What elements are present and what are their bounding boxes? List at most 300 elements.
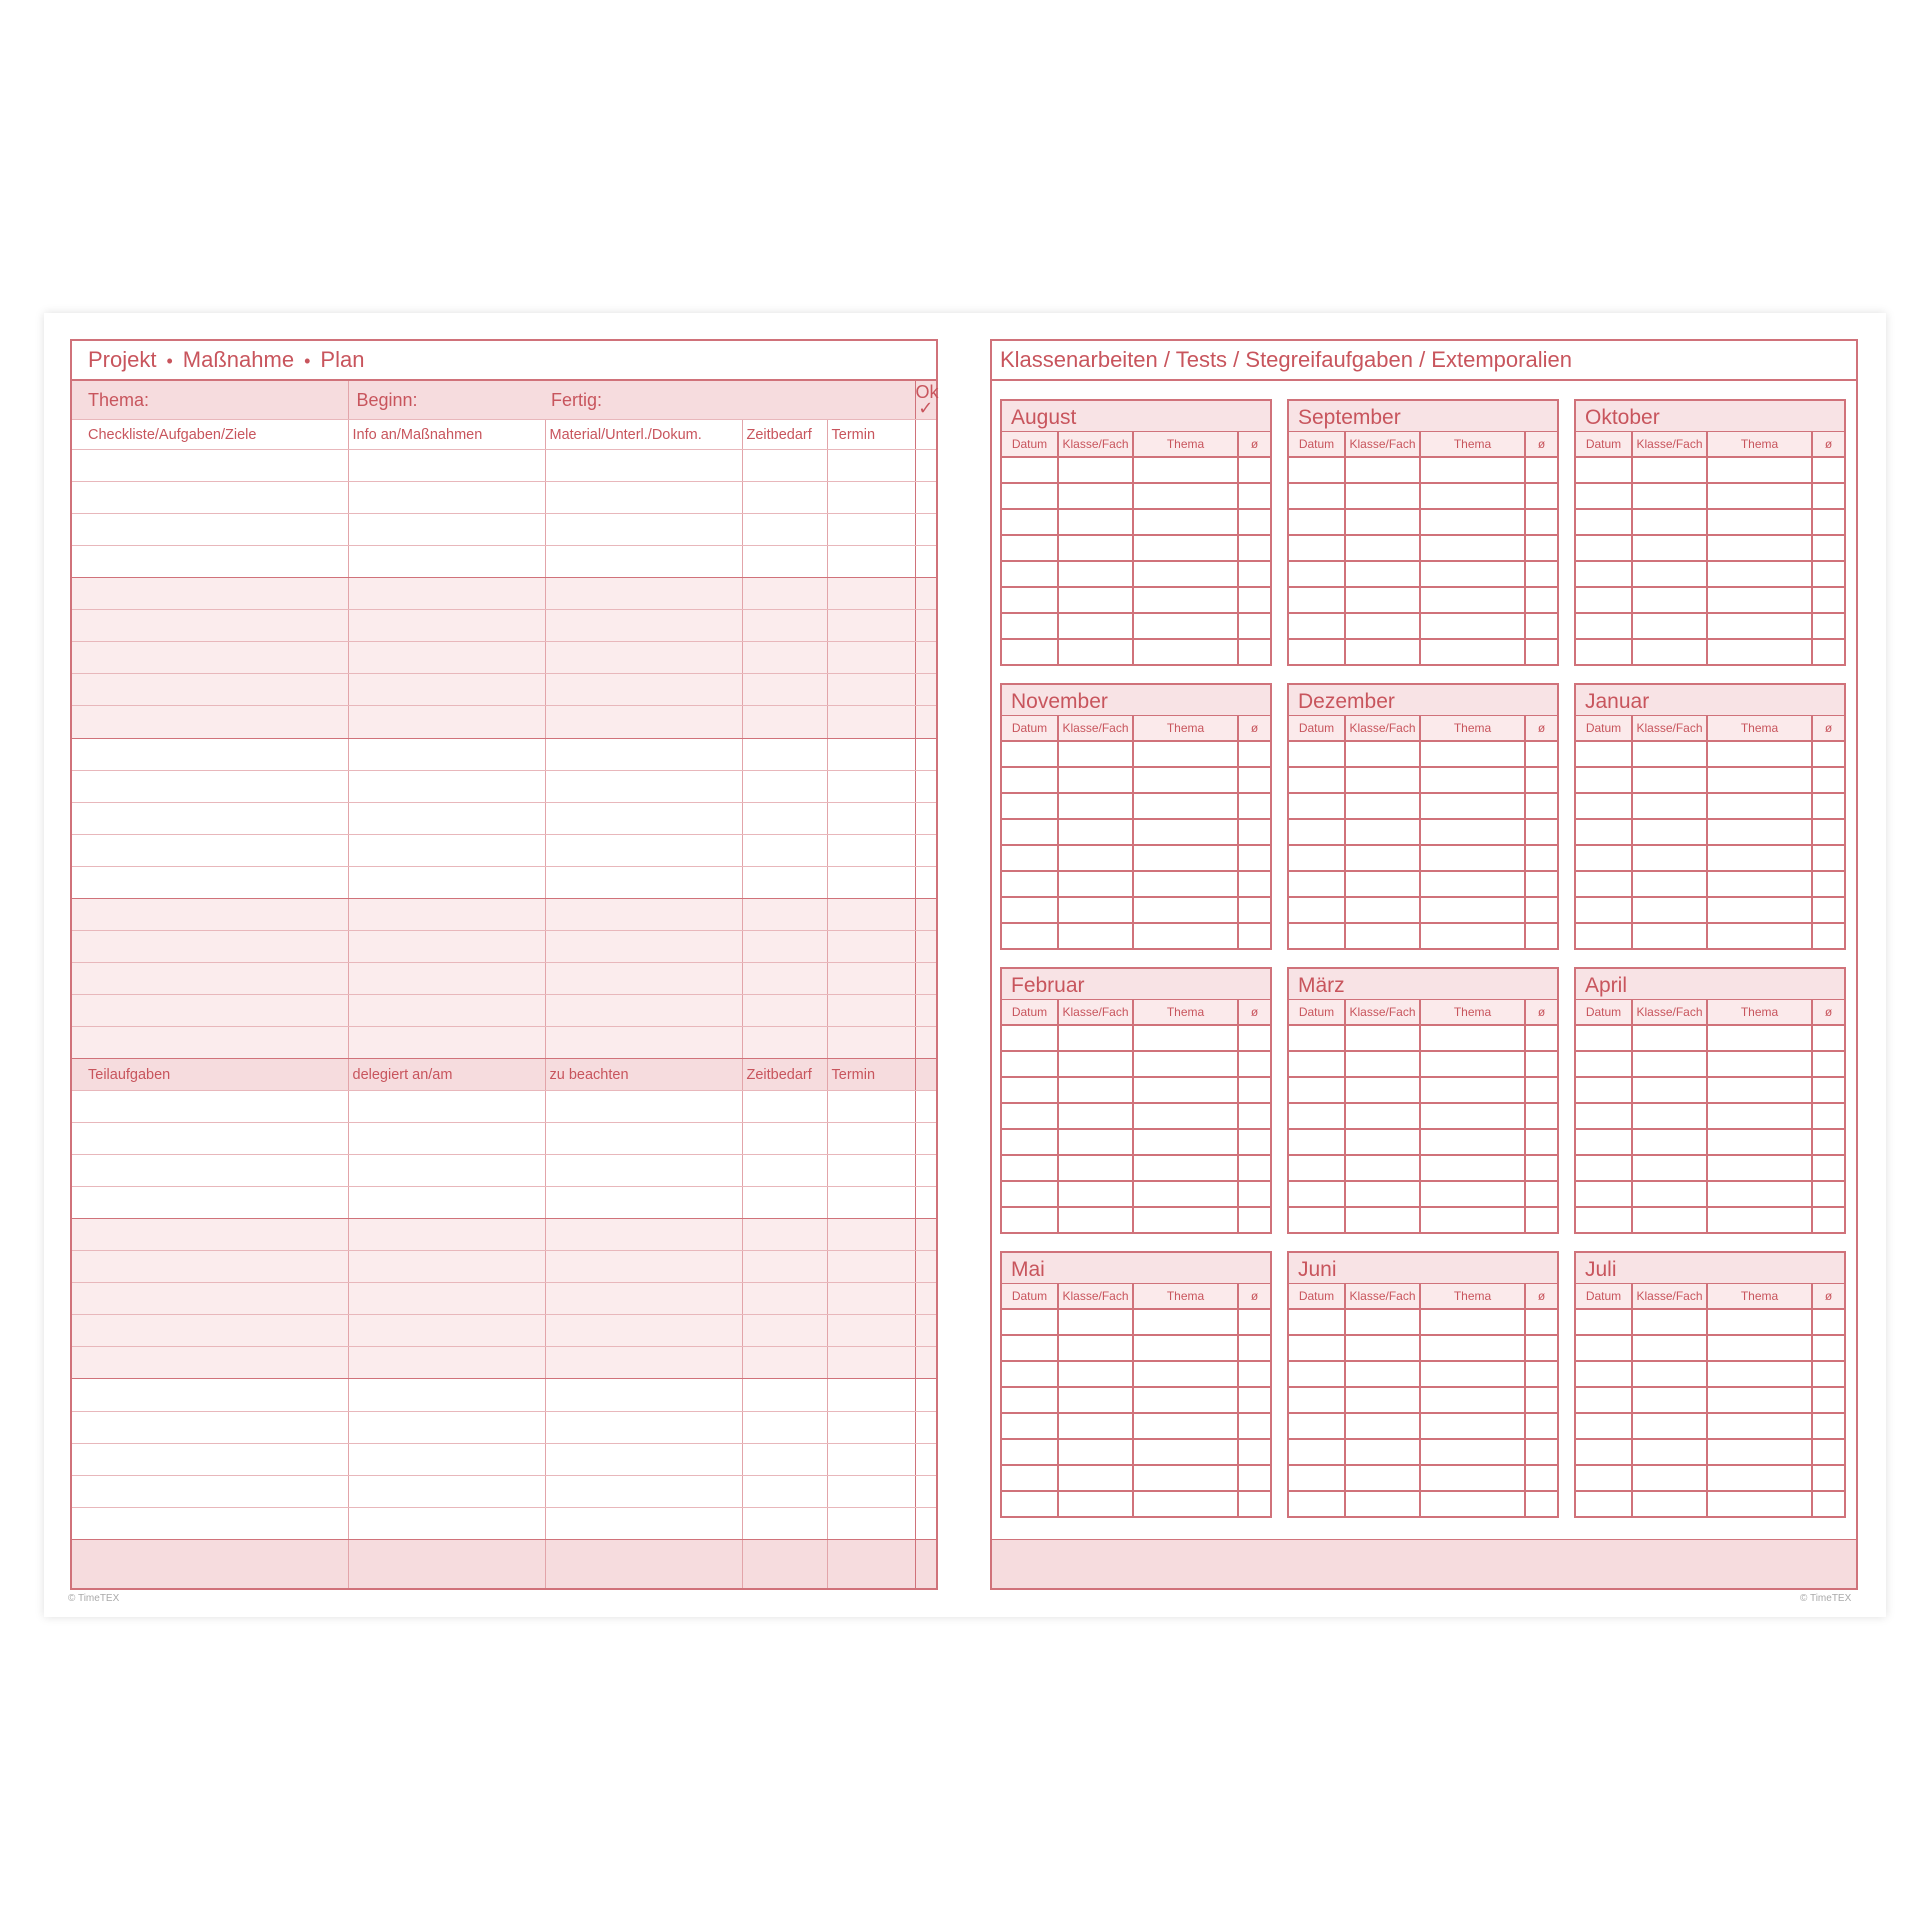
- entry-cell[interactable]: [1289, 509, 1345, 535]
- entry-cell[interactable]: [1133, 1465, 1238, 1491]
- ok-checkbox-cell[interactable]: [915, 1283, 936, 1315]
- ok-checkbox-cell[interactable]: [915, 834, 936, 866]
- entry-cell[interactable]: [1345, 871, 1420, 897]
- entry-cell[interactable]: [1707, 1335, 1812, 1361]
- entry-cell[interactable]: [1133, 483, 1238, 509]
- entry-cell[interactable]: [1707, 741, 1812, 767]
- entry-cell[interactable]: [1812, 1077, 1844, 1103]
- entry-cell[interactable]: [72, 834, 348, 866]
- entry-cell[interactable]: [1576, 1309, 1632, 1335]
- entry-cell[interactable]: [1289, 845, 1345, 871]
- entry-cell[interactable]: [1707, 535, 1812, 561]
- entry-cell[interactable]: [1133, 1207, 1238, 1232]
- entry-cell[interactable]: [827, 1187, 915, 1219]
- entry-cell[interactable]: [827, 1347, 915, 1379]
- entry-cell[interactable]: [742, 1411, 827, 1443]
- entry-cell[interactable]: [1632, 639, 1707, 664]
- entry-cell[interactable]: [1525, 1387, 1557, 1413]
- entry-cell[interactable]: [1058, 871, 1133, 897]
- entry-cell[interactable]: [742, 610, 827, 642]
- ok-checkbox-cell[interactable]: [915, 866, 936, 898]
- entry-cell[interactable]: [1058, 613, 1133, 639]
- entry-cell[interactable]: [1058, 1155, 1133, 1181]
- entry-cell[interactable]: [1576, 1129, 1632, 1155]
- entry-cell[interactable]: [742, 802, 827, 834]
- entry-cell[interactable]: [1576, 1077, 1632, 1103]
- entry-cell[interactable]: [827, 930, 915, 962]
- entry-cell[interactable]: [1058, 587, 1133, 613]
- entry-cell[interactable]: [1576, 1051, 1632, 1077]
- entry-cell[interactable]: [545, 770, 742, 802]
- entry-cell[interactable]: [348, 642, 545, 674]
- entry-cell[interactable]: [742, 1187, 827, 1219]
- entry-cell[interactable]: [1002, 483, 1058, 509]
- ok-checkbox-cell[interactable]: [915, 1347, 936, 1379]
- entry-cell[interactable]: [742, 1475, 827, 1507]
- entry-cell[interactable]: [1345, 923, 1420, 948]
- entry-cell[interactable]: [1812, 1129, 1844, 1155]
- entry-cell[interactable]: [1058, 1335, 1133, 1361]
- entry-cell[interactable]: [1289, 1413, 1345, 1439]
- ok-checkbox-cell[interactable]: [915, 1219, 936, 1251]
- entry-cell[interactable]: [1289, 483, 1345, 509]
- entry-cell[interactable]: [1525, 1155, 1557, 1181]
- entry-cell[interactable]: [1238, 1051, 1270, 1077]
- entry-cell[interactable]: [1002, 819, 1058, 845]
- entry-cell[interactable]: [827, 1155, 915, 1187]
- entry-cell[interactable]: [1812, 613, 1844, 639]
- entry-cell[interactable]: [348, 514, 545, 546]
- entry-cell[interactable]: [1632, 845, 1707, 871]
- entry-cell[interactable]: [1420, 639, 1525, 664]
- entry-cell[interactable]: [1707, 1103, 1812, 1129]
- entry-cell[interactable]: [1058, 1077, 1133, 1103]
- entry-cell[interactable]: [348, 546, 545, 578]
- entry-cell[interactable]: [1289, 1309, 1345, 1335]
- entry-cell[interactable]: [1133, 587, 1238, 613]
- entry-cell[interactable]: [348, 1315, 545, 1347]
- entry-cell[interactable]: [1238, 1439, 1270, 1465]
- entry-cell[interactable]: [827, 1026, 915, 1058]
- entry-cell[interactable]: [1289, 1387, 1345, 1413]
- entry-cell[interactable]: [1576, 1439, 1632, 1465]
- entry-cell[interactable]: [1002, 1413, 1058, 1439]
- entry-cell[interactable]: [1058, 509, 1133, 535]
- entry-cell[interactable]: [348, 866, 545, 898]
- entry-cell[interactable]: [1525, 767, 1557, 793]
- entry-cell[interactable]: [72, 1507, 348, 1539]
- entry-cell[interactable]: [545, 802, 742, 834]
- entry-cell[interactable]: [1420, 741, 1525, 767]
- entry-cell[interactable]: [72, 1251, 348, 1283]
- entry-cell[interactable]: [545, 898, 742, 930]
- entry-cell[interactable]: [1632, 1309, 1707, 1335]
- entry-cell[interactable]: [1812, 897, 1844, 923]
- entry-cell[interactable]: [1133, 1387, 1238, 1413]
- entry-cell[interactable]: [1133, 741, 1238, 767]
- entry-cell[interactable]: [1345, 767, 1420, 793]
- entry-cell[interactable]: [1058, 1439, 1133, 1465]
- entry-cell[interactable]: [1133, 845, 1238, 871]
- entry-cell[interactable]: [1576, 1335, 1632, 1361]
- entry-cell[interactable]: [1632, 535, 1707, 561]
- ok-checkbox-cell[interactable]: [915, 1507, 936, 1539]
- entry-cell[interactable]: [1058, 483, 1133, 509]
- entry-cell[interactable]: [1576, 587, 1632, 613]
- entry-cell[interactable]: [72, 642, 348, 674]
- entry-cell[interactable]: [348, 482, 545, 514]
- entry-cell[interactable]: [348, 1187, 545, 1219]
- entry-cell[interactable]: [1058, 1129, 1133, 1155]
- entry-cell[interactable]: [1812, 1491, 1844, 1516]
- entry-cell[interactable]: [1345, 535, 1420, 561]
- entry-cell[interactable]: [1345, 1025, 1420, 1051]
- entry-cell[interactable]: [1812, 509, 1844, 535]
- entry-cell[interactable]: [348, 1475, 545, 1507]
- entry-cell[interactable]: [348, 1347, 545, 1379]
- entry-cell[interactable]: [1576, 793, 1632, 819]
- entry-cell[interactable]: [742, 1507, 827, 1539]
- entry-cell[interactable]: [1345, 561, 1420, 587]
- entry-cell[interactable]: [545, 1187, 742, 1219]
- entry-cell[interactable]: [1002, 1155, 1058, 1181]
- entry-cell[interactable]: [1707, 483, 1812, 509]
- entry-cell[interactable]: [1812, 923, 1844, 948]
- entry-cell[interactable]: [1345, 639, 1420, 664]
- ok-checkbox-cell[interactable]: [915, 1443, 936, 1475]
- entry-cell[interactable]: [1576, 741, 1632, 767]
- entry-cell[interactable]: [1058, 1309, 1133, 1335]
- entry-cell[interactable]: [1133, 457, 1238, 483]
- entry-cell[interactable]: [72, 866, 348, 898]
- entry-cell[interactable]: [742, 546, 827, 578]
- entry-cell[interactable]: [1133, 897, 1238, 923]
- entry-cell[interactable]: [827, 642, 915, 674]
- entry-cell[interactable]: [1576, 1413, 1632, 1439]
- entry-cell[interactable]: [1002, 509, 1058, 535]
- entry-cell[interactable]: [1576, 897, 1632, 923]
- entry-cell[interactable]: [1058, 561, 1133, 587]
- entry-cell[interactable]: [1812, 1413, 1844, 1439]
- entry-cell[interactable]: [1238, 871, 1270, 897]
- entry-cell[interactable]: [1420, 767, 1525, 793]
- entry-cell[interactable]: [1420, 1129, 1525, 1155]
- ok-checkbox-cell[interactable]: [915, 770, 936, 802]
- entry-cell[interactable]: [1632, 793, 1707, 819]
- entry-cell[interactable]: [742, 1091, 827, 1123]
- entry-cell[interactable]: [1289, 793, 1345, 819]
- entry-cell[interactable]: [1576, 639, 1632, 664]
- entry-cell[interactable]: [1576, 1465, 1632, 1491]
- entry-cell[interactable]: [545, 1443, 742, 1475]
- entry-cell[interactable]: [1058, 845, 1133, 871]
- entry-cell[interactable]: [72, 610, 348, 642]
- entry-cell[interactable]: [827, 834, 915, 866]
- entry-cell[interactable]: [1707, 845, 1812, 871]
- entry-cell[interactable]: [545, 706, 742, 738]
- entry-cell[interactable]: [1002, 457, 1058, 483]
- entry-cell[interactable]: [1238, 639, 1270, 664]
- entry-cell[interactable]: [742, 1443, 827, 1475]
- entry-cell[interactable]: [72, 674, 348, 706]
- entry-cell[interactable]: [1238, 741, 1270, 767]
- entry-cell[interactable]: [1133, 1077, 1238, 1103]
- ok-checkbox-cell[interactable]: [915, 1187, 936, 1219]
- entry-cell[interactable]: [1133, 639, 1238, 664]
- entry-cell[interactable]: [1707, 819, 1812, 845]
- entry-cell[interactable]: [1420, 793, 1525, 819]
- entry-cell[interactable]: [1238, 1103, 1270, 1129]
- entry-cell[interactable]: [348, 1026, 545, 1058]
- entry-cell[interactable]: [1238, 1309, 1270, 1335]
- entry-cell[interactable]: [1058, 1025, 1133, 1051]
- entry-cell[interactable]: [72, 1283, 348, 1315]
- entry-cell[interactable]: [1133, 1181, 1238, 1207]
- entry-cell[interactable]: [1525, 1207, 1557, 1232]
- entry-cell[interactable]: [1133, 1025, 1238, 1051]
- entry-cell[interactable]: [1632, 741, 1707, 767]
- entry-cell[interactable]: [1707, 1129, 1812, 1155]
- entry-cell[interactable]: [1576, 535, 1632, 561]
- entry-cell[interactable]: [1289, 1335, 1345, 1361]
- entry-cell[interactable]: [1002, 587, 1058, 613]
- entry-cell[interactable]: [827, 1475, 915, 1507]
- entry-cell[interactable]: [1812, 741, 1844, 767]
- entry-cell[interactable]: [1133, 1103, 1238, 1129]
- entry-cell[interactable]: [1133, 1309, 1238, 1335]
- entry-cell[interactable]: [72, 1411, 348, 1443]
- entry-cell[interactable]: [1576, 871, 1632, 897]
- entry-cell[interactable]: [72, 1539, 348, 1588]
- entry-cell[interactable]: [827, 1379, 915, 1411]
- entry-cell[interactable]: [742, 1251, 827, 1283]
- entry-cell[interactable]: [827, 1443, 915, 1475]
- ok-checkbox-cell[interactable]: [915, 642, 936, 674]
- ok-checkbox-cell[interactable]: [915, 930, 936, 962]
- entry-cell[interactable]: [1238, 819, 1270, 845]
- entry-cell[interactable]: [1420, 1491, 1525, 1516]
- entry-cell[interactable]: [827, 994, 915, 1026]
- entry-cell[interactable]: [1525, 1491, 1557, 1516]
- entry-cell[interactable]: [1289, 819, 1345, 845]
- ok-checkbox-cell[interactable]: [915, 1539, 936, 1588]
- entry-cell[interactable]: [1345, 587, 1420, 613]
- entry-cell[interactable]: [742, 514, 827, 546]
- entry-cell[interactable]: [742, 738, 827, 770]
- entry-cell[interactable]: [1133, 767, 1238, 793]
- entry-cell[interactable]: [1707, 871, 1812, 897]
- entry-cell[interactable]: [348, 1443, 545, 1475]
- entry-cell[interactable]: [1133, 561, 1238, 587]
- entry-cell[interactable]: [1812, 819, 1844, 845]
- entry-cell[interactable]: [1345, 1335, 1420, 1361]
- entry-cell[interactable]: [1632, 1335, 1707, 1361]
- entry-cell[interactable]: [1525, 535, 1557, 561]
- entry-cell[interactable]: [1002, 923, 1058, 948]
- entry-cell[interactable]: [1576, 613, 1632, 639]
- entry-cell[interactable]: [1525, 845, 1557, 871]
- entry-cell[interactable]: [1002, 1129, 1058, 1155]
- entry-cell[interactable]: [1707, 793, 1812, 819]
- entry-cell[interactable]: [742, 1026, 827, 1058]
- ok-checkbox-cell[interactable]: [915, 802, 936, 834]
- ok-checkbox-cell[interactable]: [915, 706, 936, 738]
- entry-cell[interactable]: [1238, 1465, 1270, 1491]
- entry-cell[interactable]: [1525, 923, 1557, 948]
- entry-cell[interactable]: [545, 834, 742, 866]
- entry-cell[interactable]: [1238, 1129, 1270, 1155]
- entry-cell[interactable]: [545, 1475, 742, 1507]
- entry-cell[interactable]: [348, 1539, 545, 1588]
- entry-cell[interactable]: [742, 1155, 827, 1187]
- entry-cell[interactable]: [1812, 1051, 1844, 1077]
- entry-cell[interactable]: [742, 866, 827, 898]
- entry-cell[interactable]: [1632, 819, 1707, 845]
- entry-cell[interactable]: [72, 962, 348, 994]
- entry-cell[interactable]: [1289, 923, 1345, 948]
- entry-cell[interactable]: [742, 994, 827, 1026]
- entry-cell[interactable]: [1345, 1129, 1420, 1155]
- entry-cell[interactable]: [1420, 1465, 1525, 1491]
- entry-cell[interactable]: [1345, 1465, 1420, 1491]
- entry-cell[interactable]: [1525, 819, 1557, 845]
- entry-cell[interactable]: [1576, 483, 1632, 509]
- entry-cell[interactable]: [72, 706, 348, 738]
- entry-cell[interactable]: [1133, 613, 1238, 639]
- entry-cell[interactable]: [1812, 535, 1844, 561]
- entry-cell[interactable]: [348, 802, 545, 834]
- entry-cell[interactable]: [1238, 923, 1270, 948]
- entry-cell[interactable]: [545, 994, 742, 1026]
- entry-cell[interactable]: [1632, 1465, 1707, 1491]
- entry-cell[interactable]: [1345, 1103, 1420, 1129]
- entry-cell[interactable]: [1002, 1103, 1058, 1129]
- entry-cell[interactable]: [1632, 1155, 1707, 1181]
- entry-cell[interactable]: [1525, 1129, 1557, 1155]
- entry-cell[interactable]: [742, 578, 827, 610]
- entry-cell[interactable]: [1238, 457, 1270, 483]
- entry-cell[interactable]: [1002, 561, 1058, 587]
- entry-cell[interactable]: [1058, 1103, 1133, 1129]
- entry-cell[interactable]: [1289, 741, 1345, 767]
- entry-cell[interactable]: [1525, 457, 1557, 483]
- entry-cell[interactable]: [545, 578, 742, 610]
- entry-cell[interactable]: [1345, 819, 1420, 845]
- fertig-field[interactable]: Fertig:: [545, 381, 915, 420]
- entry-cell[interactable]: [827, 802, 915, 834]
- entry-cell[interactable]: [1707, 1387, 1812, 1413]
- entry-cell[interactable]: [1289, 1207, 1345, 1232]
- entry-cell[interactable]: [1289, 587, 1345, 613]
- entry-cell[interactable]: [1707, 1439, 1812, 1465]
- entry-cell[interactable]: [827, 1539, 915, 1588]
- entry-cell[interactable]: [742, 1123, 827, 1155]
- entry-cell[interactable]: [1002, 1051, 1058, 1077]
- entry-cell[interactable]: [1420, 1207, 1525, 1232]
- entry-cell[interactable]: [72, 1475, 348, 1507]
- entry-cell[interactable]: [827, 770, 915, 802]
- entry-cell[interactable]: [1632, 1387, 1707, 1413]
- entry-cell[interactable]: [545, 1315, 742, 1347]
- entry-cell[interactable]: [72, 738, 348, 770]
- entry-cell[interactable]: [1238, 483, 1270, 509]
- entry-cell[interactable]: [1812, 1103, 1844, 1129]
- ok-checkbox-cell[interactable]: [915, 1026, 936, 1058]
- entry-cell[interactable]: [827, 1091, 915, 1123]
- entry-cell[interactable]: [1812, 587, 1844, 613]
- entry-cell[interactable]: [72, 1155, 348, 1187]
- entry-cell[interactable]: [1002, 793, 1058, 819]
- entry-cell[interactable]: [1812, 767, 1844, 793]
- entry-cell[interactable]: [1632, 1025, 1707, 1051]
- entry-cell[interactable]: [1576, 1491, 1632, 1516]
- entry-cell[interactable]: [348, 1411, 545, 1443]
- entry-cell[interactable]: [1632, 1413, 1707, 1439]
- entry-cell[interactable]: [1420, 1077, 1525, 1103]
- entry-cell[interactable]: [1420, 1025, 1525, 1051]
- entry-cell[interactable]: [1002, 871, 1058, 897]
- entry-cell[interactable]: [545, 930, 742, 962]
- entry-cell[interactable]: [1238, 1361, 1270, 1387]
- entry-cell[interactable]: [1289, 1181, 1345, 1207]
- entry-cell[interactable]: [827, 578, 915, 610]
- entry-cell[interactable]: [1289, 1129, 1345, 1155]
- entry-cell[interactable]: [1707, 1051, 1812, 1077]
- entry-cell[interactable]: [1525, 1465, 1557, 1491]
- entry-cell[interactable]: [1632, 509, 1707, 535]
- entry-cell[interactable]: [1002, 1387, 1058, 1413]
- entry-cell[interactable]: [827, 1507, 915, 1539]
- entry-cell[interactable]: [1525, 1025, 1557, 1051]
- entry-cell[interactable]: [1632, 483, 1707, 509]
- entry-cell[interactable]: [1238, 1387, 1270, 1413]
- entry-cell[interactable]: [1525, 741, 1557, 767]
- ok-checkbox-cell[interactable]: [915, 1123, 936, 1155]
- entry-cell[interactable]: [1133, 1361, 1238, 1387]
- entry-cell[interactable]: [1289, 871, 1345, 897]
- entry-cell[interactable]: [1345, 1077, 1420, 1103]
- entry-cell[interactable]: [742, 1347, 827, 1379]
- entry-cell[interactable]: [1420, 1361, 1525, 1387]
- entry-cell[interactable]: [1420, 535, 1525, 561]
- entry-cell[interactable]: [1576, 1103, 1632, 1129]
- ok-checkbox-cell[interactable]: [915, 610, 936, 642]
- entry-cell[interactable]: [1812, 1387, 1844, 1413]
- entry-cell[interactable]: [545, 1411, 742, 1443]
- entry-cell[interactable]: [1420, 457, 1525, 483]
- entry-cell[interactable]: [827, 1283, 915, 1315]
- entry-cell[interactable]: [827, 450, 915, 482]
- entry-cell[interactable]: [1002, 741, 1058, 767]
- entry-cell[interactable]: [827, 1219, 915, 1251]
- entry-cell[interactable]: [348, 834, 545, 866]
- entry-cell[interactable]: [1058, 1413, 1133, 1439]
- entry-cell[interactable]: [1632, 1103, 1707, 1129]
- entry-cell[interactable]: [72, 546, 348, 578]
- entry-cell[interactable]: [1525, 1335, 1557, 1361]
- ok-checkbox-cell[interactable]: [915, 1315, 936, 1347]
- entry-cell[interactable]: [1289, 1051, 1345, 1077]
- entry-cell[interactable]: [1058, 535, 1133, 561]
- entry-cell[interactable]: [72, 1315, 348, 1347]
- entry-cell[interactable]: [1058, 819, 1133, 845]
- entry-cell[interactable]: [1345, 1309, 1420, 1335]
- entry-cell[interactable]: [1707, 639, 1812, 664]
- entry-cell[interactable]: [348, 898, 545, 930]
- entry-cell[interactable]: [1525, 1309, 1557, 1335]
- entry-cell[interactable]: [1812, 793, 1844, 819]
- entry-cell[interactable]: [1812, 561, 1844, 587]
